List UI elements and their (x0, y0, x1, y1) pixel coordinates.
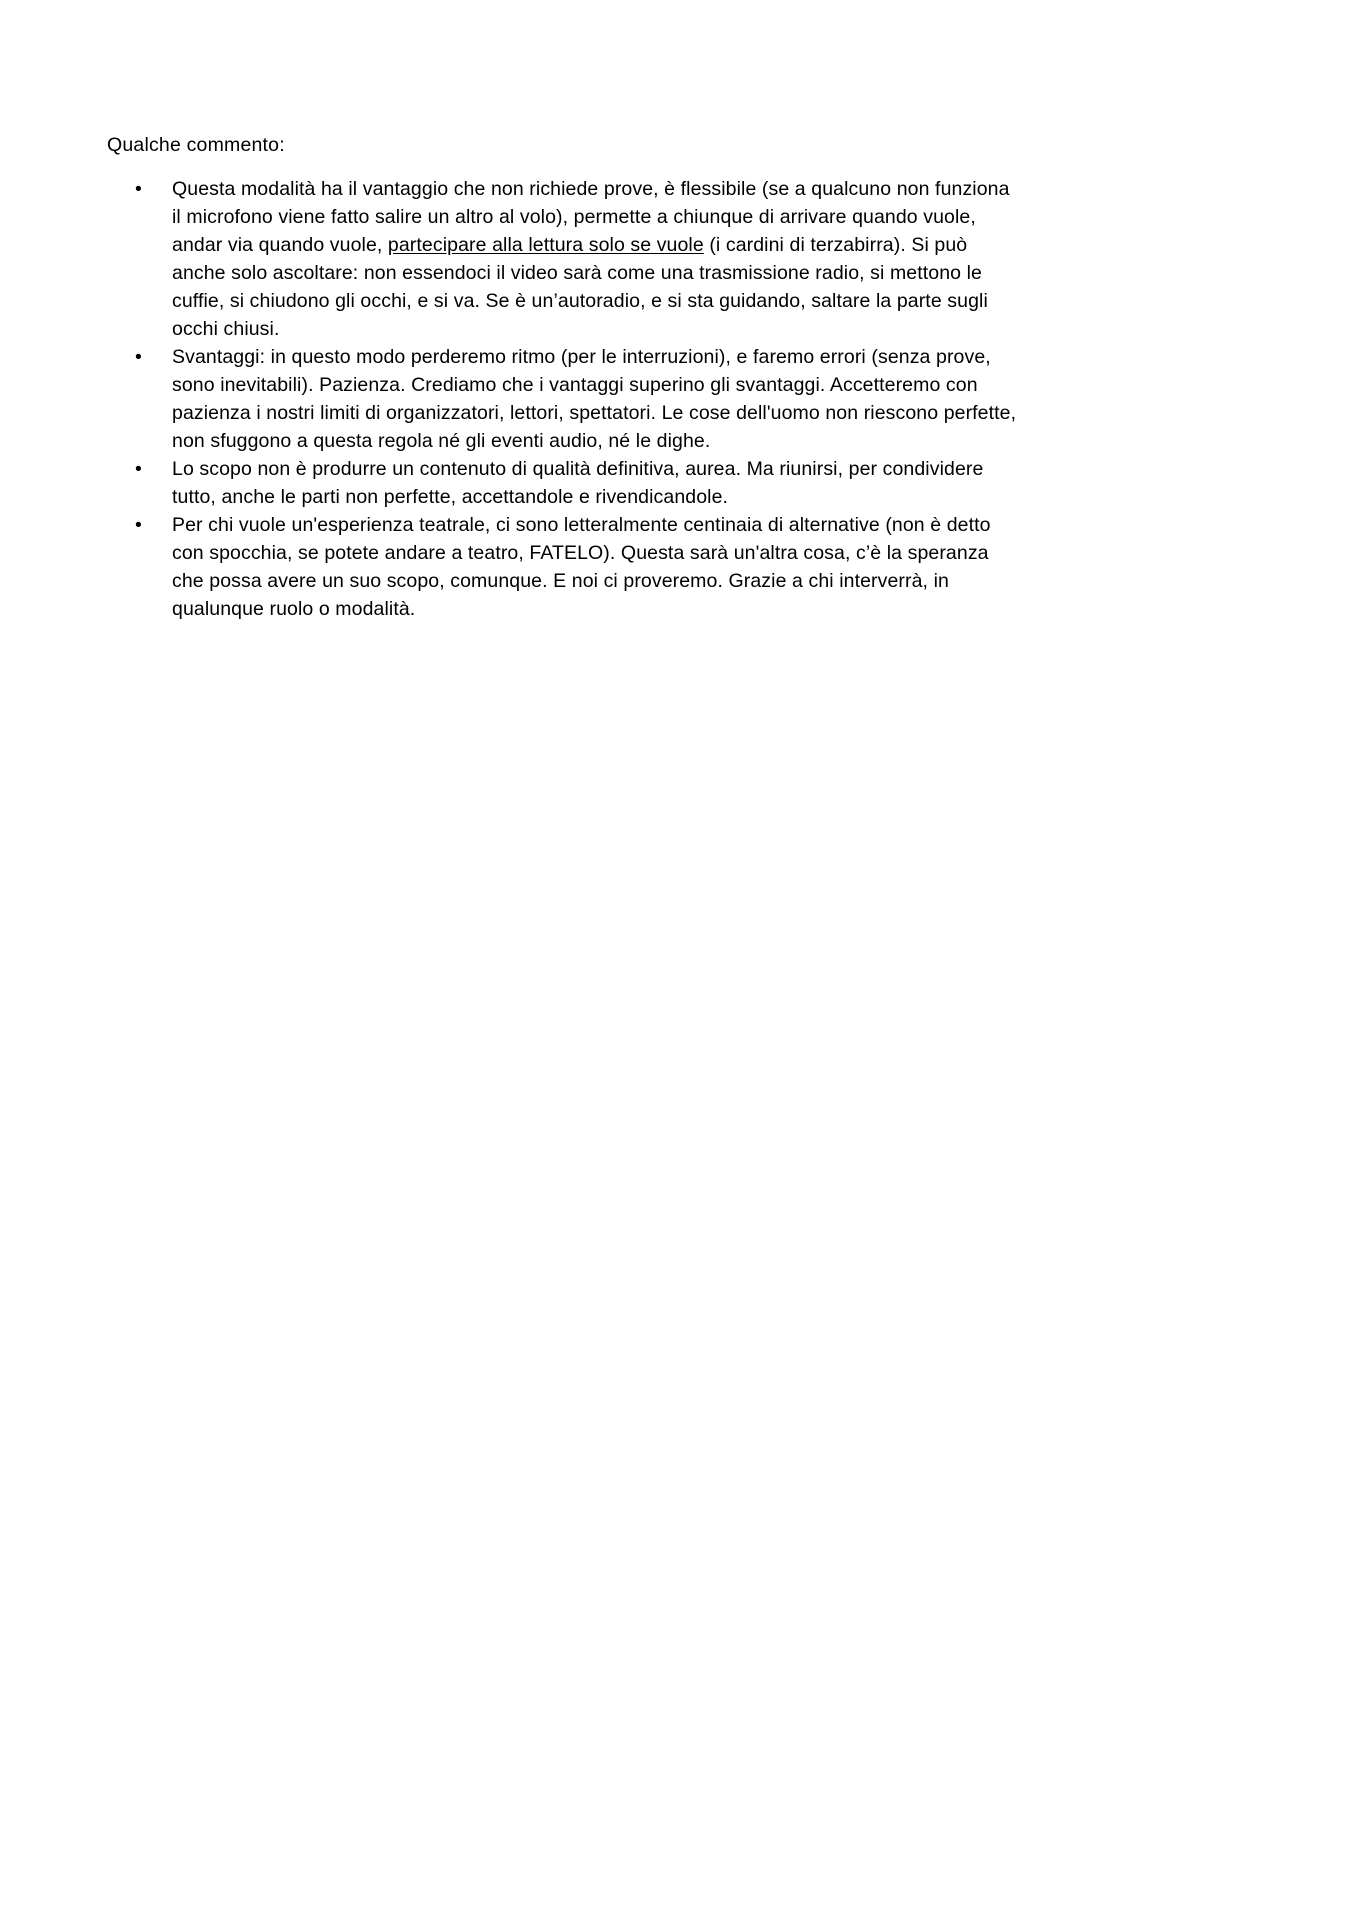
list-item (107, 175, 1022, 343)
bullet-text-teatrale: Per chi vuole un'esperienza teatrale, ci sono letteralmente centinaia di alternative (non è detto con spocchia, se potete andare a teatro, FATELO). Questa sarà un'altra cosa, c’è la speranza che possa avere un suo scopo, comunque. E noi ci proveremo. Grazie a chi interverrà, in qualunque ruolo o modalità. (172, 514, 991, 620)
list-item (107, 343, 1022, 455)
list-item (107, 455, 1022, 511)
text-segment: (i cardini di terzabirra). Si può anche solo ascoltare: non essendoci il video sarà come una trasmissione radio, si mettono le cuffie, si chiudono gli occhi, e si va. Se è un’autoradio, e si sta guidando, saltare la parte sugli occhi chiusi. (172, 234, 988, 340)
list-item (107, 511, 1022, 623)
bullet-text-vantaggi (172, 178, 1010, 340)
underlined-text-segment: partecipare alla lettura solo se vuole (387, 234, 704, 256)
comment-bullet-list (107, 175, 1022, 623)
bullet-text-scopo: Lo scopo non è produrre un contenuto di qualità definitiva, aurea. Ma riunirsi, per condividere tutto, anche le parti non perfette, accettandole e rivendicandole. (172, 458, 984, 508)
bullet-icon: • (135, 346, 142, 368)
page-heading: Qualche commento: (107, 134, 285, 156)
bullet-icon: • (135, 458, 142, 480)
bullet-text-svantaggi: Svantaggi: in questo modo perderemo ritmo (per le interruzioni), e faremo errori (senza prove, sono inevitabili). Pazienza. Crediamo che i vantaggi superino gli svantaggi. Accetteremo con pazienza i nostri limiti di organizzatori, lettori, spettatori. Le cose dell'uomo non riescono perfette, non sfuggono a questa regola né gli eventi audio, né le dighe. (172, 346, 1017, 452)
text-segment: Questa modalità ha il vantaggio che non richiede prove, è flessibile (se a qualcuno non funziona il microfono viene fatto salire un altro al volo), permette a chiunque di arrivare quando vuole, andar via quando vuole, (172, 178, 1010, 256)
bullet-icon: • (135, 514, 142, 536)
bullet-icon: • (135, 178, 142, 200)
document-content (107, 131, 1022, 623)
